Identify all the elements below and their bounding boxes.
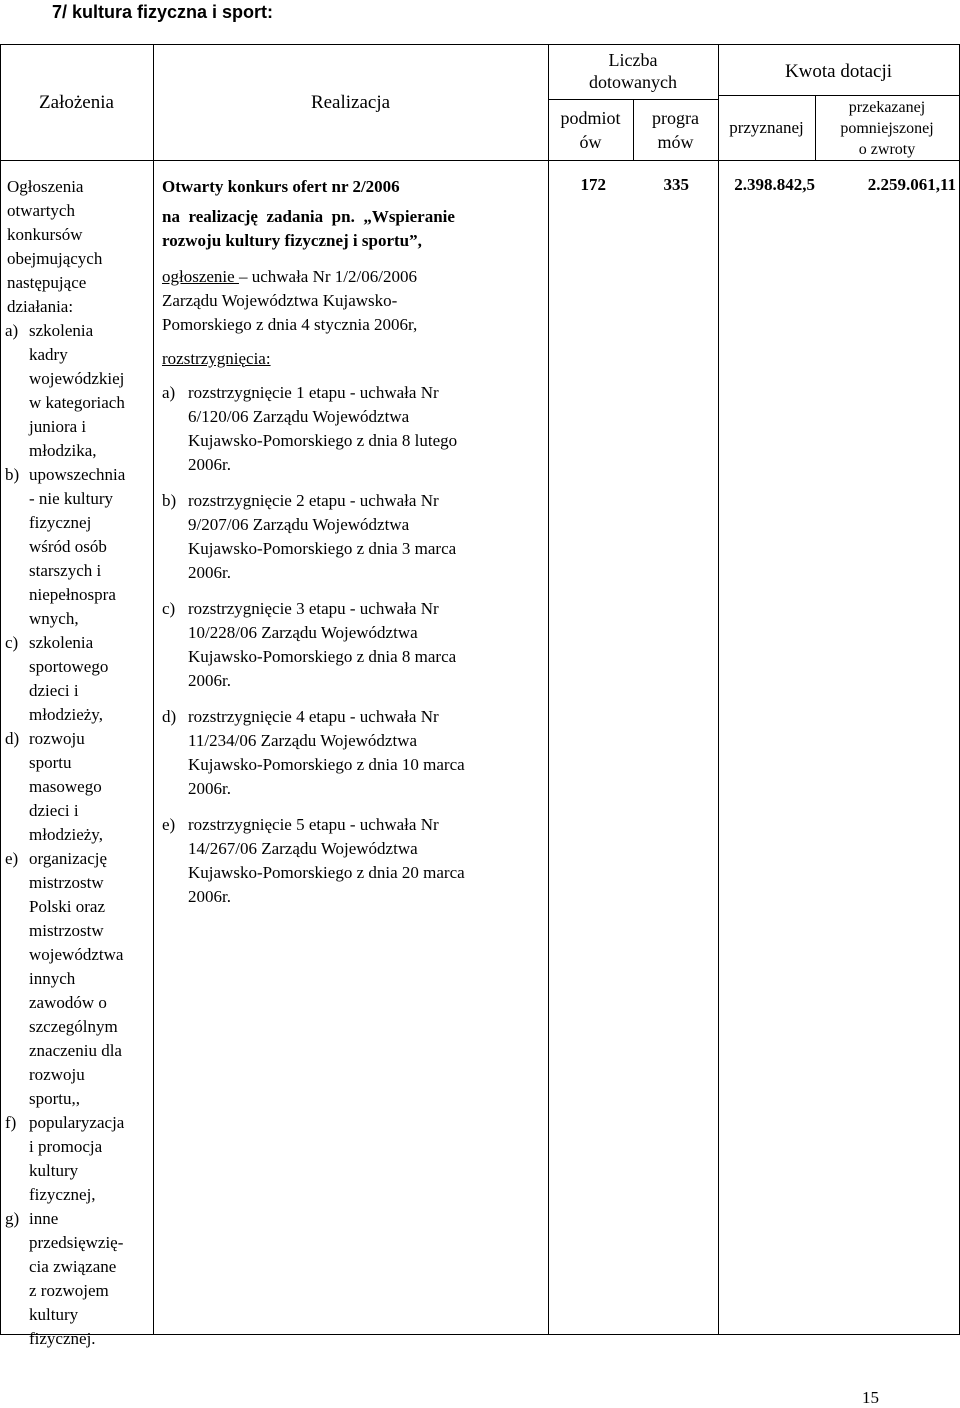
item-label: c) [162,599,176,618]
item-line: Kujawsko-Pomorskiego z dnia 20 marca [188,863,465,882]
item-line: 11/234/06 Zarządu Województwa [188,731,418,750]
item-text [29,463,150,631]
item-line: znaczeniu dla [29,1041,122,1060]
zalozenia-items [5,319,150,1351]
item-line: i promocja [29,1137,103,1156]
item-text [29,631,150,727]
item-line: innych [29,969,76,988]
item-line: masowego [29,777,102,796]
item-line: niepełnospra [29,585,116,604]
item-line: kultury [29,1161,79,1180]
item-line: mistrzostw [29,921,104,940]
item-line: wnych, [29,609,79,628]
value-przyznanej: 2.398.842,5 [734,175,815,194]
list-item [5,319,150,463]
item-line: szczególnym [29,1017,118,1036]
item-line: młodzieży, [29,705,103,724]
table-border-left [0,44,1,1335]
item-line: - nie kultury [29,489,114,508]
item-label: c) [5,633,19,652]
item-line: młodzieży, [29,825,103,844]
header-przekazanej: przekazanej pomniejszonej o zwroty [840,99,934,158]
value-przekazanej: 2.259.061,11 [867,175,956,194]
resolutions-label: rozstrzygnięcia: [162,349,271,368]
item-text [29,847,150,1111]
list-item [162,813,542,909]
item-line: dzieci i [29,801,79,820]
item-line: sportowego [29,657,109,676]
header-zalozenia: Założenia [39,92,114,113]
item-line: 9/207/06 Zarządu Województwa [188,515,410,534]
header-kwota: Kwota dotacji [784,61,893,82]
item-line: cia związane [29,1257,117,1276]
item-line: 2006r. [188,887,231,906]
item-line: Kujawsko-Pomorskiego z dnia 3 marca [188,539,457,558]
item-line: w kategoriach [29,393,125,412]
item-line: popularyzacja [29,1113,125,1132]
item-line: starszych i [29,561,102,580]
item-label: g) [5,1209,20,1228]
item-line: inne [29,1209,59,1228]
item-line: wśród osób [29,537,107,556]
item-text [188,813,465,909]
intro-line: obejmujących [7,249,103,268]
intro-line: konkursów [7,225,83,244]
item-line: 2006r. [188,779,231,798]
table-border-top [0,44,960,45]
item-line: kadry [29,345,68,364]
resolutions-list [162,381,542,909]
announcement: ogłoszenie – uchwała Nr 1/2/06/2006 Zarządu Województwa Kujawsko- Pomorskiego z dnia 4 stycznia 2006r, [162,267,418,334]
item-line: młodzika, [29,441,97,460]
item-line: 10/228/06 Zarządu Województwa [188,623,418,642]
realizacja-title: Otwarty konkurs ofert nr 2/2006 [162,177,400,196]
item-line: rozstrzygnięcie 3 etapu - uchwała Nr [188,599,439,618]
item-line: zawodów o [29,993,107,1012]
item-line: Polski oraz [29,897,106,916]
column-divider [718,44,719,1335]
item-line: przedsięwzię- [29,1233,124,1252]
item-line: fizycznej. [29,1329,96,1348]
realizacja-content [162,175,542,909]
item-line: mistrzostw [29,873,104,892]
item-text [188,597,456,693]
item-line: 14/267/06 Zarządu Województwa [188,839,418,858]
item-line: 2006r. [188,563,231,582]
column-divider [548,44,549,1335]
header-przyznanej: przyznanej [729,118,804,137]
item-line: organizację [29,849,108,868]
intro-line: działania: [7,297,74,316]
item-line: wojewódzkiej [29,369,125,388]
header-programow: progra mów [652,108,699,152]
item-line: rozstrzygnięcie 5 etapu - uchwała Nr [188,815,439,834]
value-podmiotow: 172 [580,175,606,194]
intro-line: następujące [7,273,87,292]
item-line: rozstrzygnięcie 4 etapu - uchwała Nr [188,707,439,726]
kwota-subheader-divider [718,95,960,96]
item-line: Kujawsko-Pomorskiego z dnia 8 marca [188,647,457,666]
list-item [5,1111,150,1207]
list-item [5,631,150,727]
item-text [188,489,456,585]
item-line: rozstrzygnięcie 1 etapu - uchwała Nr [188,383,439,402]
item-line: Kujawsko-Pomorskiego z dnia 8 lutego [188,431,458,450]
item-text [29,1207,150,1351]
section-title: 7/ kultura fizyczna i sport: [52,2,274,22]
item-label: a) [162,383,176,402]
page-number: 15 [862,1388,879,1407]
item-label: a) [5,321,19,340]
item-line: Kujawsko-Pomorskiego z dnia 10 marca [188,755,465,774]
item-text [29,319,150,463]
item-text [29,727,150,847]
item-line: dzieci i [29,681,79,700]
item-label: b) [5,465,20,484]
item-text [29,1111,150,1207]
column-divider [153,44,154,1335]
item-label: b) [162,491,177,510]
list-item [5,847,150,1111]
list-item [5,727,150,847]
item-line: sportu [29,753,72,772]
item-line: 6/120/06 Zarządu Województwa [188,407,410,426]
item-line: szkolenia [29,633,94,652]
item-line: fizycznej [29,513,92,532]
item-label: d) [5,729,20,748]
item-line: rozwoju [29,729,85,748]
intro-line: Ogłoszenia [7,177,84,196]
list-item [162,705,542,801]
item-line: rozwoju [29,1065,85,1084]
item-line: rozstrzygnięcie 2 etapu - uchwała Nr [188,491,439,510]
value-programow: 335 [663,175,689,194]
zalozenia-content [5,175,150,1351]
header-bottom-border [0,160,960,161]
list-item [162,381,542,477]
item-text [188,381,457,477]
item-line: z rozwojem [29,1281,109,1300]
item-line: województwa [29,945,124,964]
header-liczba: Liczba dotowanych [589,50,677,92]
item-text [188,705,465,801]
item-line: sportu,, [29,1089,80,1108]
header-realizacja: Realizacja [310,92,391,113]
intro-line: otwartych [7,201,75,220]
item-label: d) [162,707,177,726]
item-line: 2006r. [188,671,231,690]
header-podmiotow: podmiot ów [560,108,621,152]
realizacja-subtitle: na realizację zadania pn. „Wspieranie rozwoju kultury fizycznej i sportu”, [162,207,455,250]
zalozenia-intro [5,175,150,319]
item-label: f) [5,1113,17,1132]
item-line: 2006r. [188,455,231,474]
list-item [5,1207,150,1351]
item-line: fizycznej, [29,1185,96,1204]
announcement-label: ogłoszenie [162,267,239,286]
list-item [162,489,542,585]
item-line: szkolenia [29,321,94,340]
item-label: e) [162,815,176,834]
list-item [162,597,542,693]
item-line: kultury [29,1305,79,1324]
item-line: upowszechnia [29,465,126,484]
item-label: e) [5,849,19,868]
item-line: juniora i [29,417,87,436]
list-item [5,463,150,631]
